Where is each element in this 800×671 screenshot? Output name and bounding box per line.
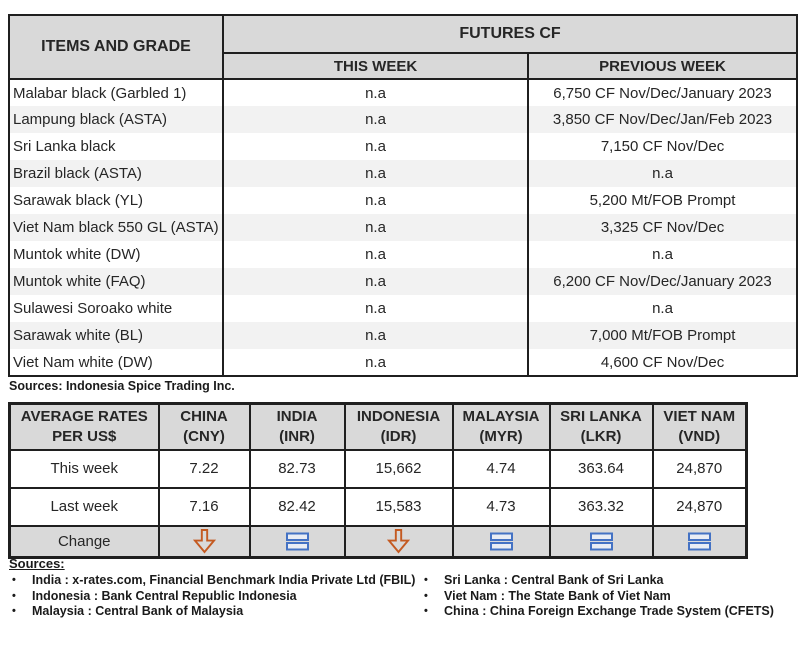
change-equal-icon (588, 531, 615, 552)
bullet-icon: • (12, 589, 16, 602)
previous-week-value: 7,000 Mt/FOB Prompt (528, 322, 797, 349)
futures-table-body (9, 79, 797, 376)
futures-source-note: Sources: Indonesia Spice Trading Inc. (9, 379, 235, 393)
previous-week-value: 4,600 CF Nov/Dec (528, 349, 797, 376)
country-name: CHINA (180, 408, 228, 426)
change-cell-indonesia (345, 526, 453, 558)
country-name: INDONESIA (356, 408, 441, 426)
this-week-value: n.a (223, 79, 528, 106)
currency-code: (VND) (678, 427, 721, 445)
source-item (9, 604, 421, 620)
this-week-value: n.a (223, 187, 528, 214)
source-item-text: India : x-rates.com, Financial Benchmark India Private Ltd (FBIL) (32, 573, 416, 587)
currency-code: (CNY) (183, 427, 225, 445)
item-name: Viet Nam white (DW) (13, 353, 153, 371)
country-name: MALAYSIA (462, 408, 540, 426)
currency-code: (MYR) (479, 427, 523, 445)
previous-week-value: 6,200 CF Nov/Dec/January 2023 (528, 268, 797, 295)
last-week-rate-india: 82.42 (250, 488, 345, 526)
futures-row (9, 214, 797, 241)
this-week-rate-sri-lanka: 363.64 (550, 450, 653, 488)
this-week-rate-viet-nam: 24,870 (653, 450, 747, 488)
sources-heading: Sources: (9, 556, 65, 571)
this-week-rate-india: 82.73 (250, 450, 345, 488)
this-week-rate-malaysia: 4.74 (453, 450, 550, 488)
bullet-icon: • (424, 574, 428, 586)
currency-code: (LKR) (580, 427, 622, 445)
this-week-value: n.a (223, 133, 528, 160)
source-item (421, 589, 793, 605)
change-cell-viet-nam (653, 526, 747, 558)
futures-row (9, 106, 797, 133)
item-name: Muntok white (FAQ) (13, 273, 146, 290)
average-rates-header-line1: AVERAGE RATES (20, 408, 148, 426)
previous-week-value: 6,750 CF Nov/Dec/January 2023 (528, 79, 797, 106)
this-week-value: n.a (223, 214, 528, 241)
change-down-icon (193, 528, 216, 554)
futures-row (9, 241, 797, 268)
item-name: Sri Lanka black (13, 138, 116, 155)
change-equal-icon (284, 531, 311, 552)
source-item-text: Viet Nam : The State Bank of Viet Nam (444, 588, 671, 603)
sources-section (9, 556, 793, 620)
source-item-text: Malaysia : Central Bank of Malaysia (32, 604, 244, 618)
this-week-value: n.a (223, 295, 528, 322)
source-item (9, 573, 421, 589)
this-week-row (10, 450, 747, 488)
item-name: Sarawak white (BL) (13, 327, 144, 344)
country-name: SRI LANKA (560, 408, 642, 426)
currency-code: (INR) (279, 427, 315, 445)
this-week-row-label: This week (10, 450, 159, 488)
previous-week-value: n.a (528, 160, 797, 187)
this-week-value: n.a (223, 241, 528, 268)
item-name: Sulawesi Soroako white (13, 300, 173, 317)
country-header-viet-nam (653, 404, 747, 450)
this-week-value: n.a (223, 268, 528, 295)
item-name: Sarawak black (YL) (13, 192, 144, 209)
this-week-column-header: THIS WEEK (223, 53, 528, 79)
last-week-rate-malaysia: 4.73 (453, 488, 550, 526)
change-row (10, 526, 747, 558)
previous-week-value: n.a (528, 295, 797, 322)
source-item-text: Sri Lanka : Central Bank of Sri Lanka (444, 573, 664, 587)
futures-table (8, 14, 798, 377)
this-week-value: n.a (223, 106, 528, 133)
source-item (421, 573, 793, 589)
source-item-text: China : China Foreign Exchange Trade System (CFETS) (444, 604, 774, 618)
change-indicator-china (160, 528, 249, 554)
change-cell-malaysia (453, 526, 550, 558)
item-name: Viet Nam black 550 GL (ASTA) (13, 219, 219, 236)
previous-week-value: 5,200 Mt/FOB Prompt (528, 187, 797, 214)
change-down-icon (387, 528, 410, 554)
bullet-icon: • (424, 605, 428, 617)
sources-list-right (421, 573, 793, 620)
change-indicator-indonesia (346, 528, 452, 554)
change-indicator-viet-nam (654, 531, 746, 552)
item-name: Malabar black (Garbled 1) (13, 84, 187, 102)
futures-row (9, 133, 797, 160)
futures-row (9, 160, 797, 187)
futures-row (9, 268, 797, 295)
last-week-rate-viet-nam: 24,870 (653, 488, 747, 526)
this-week-value: n.a (223, 349, 528, 376)
previous-week-value: n.a (528, 241, 797, 268)
items-and-grade-header: ITEMS AND GRADE (9, 15, 223, 79)
futures-row (9, 349, 797, 376)
average-rates-header-line2: PER US$ (52, 427, 117, 445)
source-item (421, 604, 793, 620)
futures-row (9, 187, 797, 214)
bullet-icon: • (424, 589, 428, 602)
country-name: INDIA (276, 408, 318, 426)
futures-row (9, 322, 797, 349)
change-cell-sri-lanka (550, 526, 653, 558)
source-item-text: Indonesia : Bank Central Republic Indonesia (32, 588, 297, 603)
last-week-rate-sri-lanka: 363.32 (550, 488, 653, 526)
rates-header-row (10, 404, 747, 450)
last-week-row (10, 488, 747, 526)
country-header-china (159, 404, 250, 450)
country-header-malaysia (453, 404, 550, 450)
this-week-value: n.a (223, 322, 528, 349)
futures-row (9, 79, 797, 106)
bullet-icon: • (12, 574, 16, 586)
previous-week-value: 3,850 CF Nov/Dec/Jan/Feb 2023 (528, 106, 797, 133)
this-week-value: n.a (223, 160, 528, 187)
change-row-label: Change (10, 526, 159, 558)
country-header-sri-lanka (550, 404, 653, 450)
item-name: Lampung black (ASTA) (13, 111, 167, 128)
change-equal-icon (488, 531, 515, 552)
change-cell-india (250, 526, 345, 558)
item-name: Muntok white (DW) (13, 246, 141, 263)
country-header-indonesia (345, 404, 453, 450)
this-week-rate-china: 7.22 (159, 450, 250, 488)
change-indicator-india (251, 531, 344, 552)
futures-header-row (9, 15, 797, 53)
change-equal-icon (686, 531, 713, 552)
previous-week-column-header: PREVIOUS WEEK (528, 53, 797, 79)
futures-row (9, 295, 797, 322)
change-cell-china (159, 526, 250, 558)
average-rates-header (10, 404, 159, 450)
futures-cf-header: FUTURES CF (223, 15, 797, 53)
country-name: VIET NAM (663, 408, 736, 426)
last-week-row-label: Last week (10, 488, 159, 526)
currency-code: (IDR) (380, 427, 417, 445)
sources-list-left (9, 573, 421, 620)
bullet-icon: • (12, 605, 16, 617)
last-week-rate-indonesia: 15,583 (345, 488, 453, 526)
sources-columns (9, 573, 793, 620)
this-week-rate-indonesia: 15,662 (345, 450, 453, 488)
source-item (9, 589, 421, 605)
item-name: Brazil black (ASTA) (13, 165, 142, 182)
change-indicator-malaysia (454, 531, 549, 552)
previous-week-value: 7,150 CF Nov/Dec (528, 133, 797, 160)
country-header-india (250, 404, 345, 450)
average-rates-table (8, 402, 748, 559)
change-indicator-sri-lanka (551, 531, 652, 552)
previous-week-value: 3,325 CF Nov/Dec (528, 214, 797, 241)
last-week-rate-china: 7.16 (159, 488, 250, 526)
